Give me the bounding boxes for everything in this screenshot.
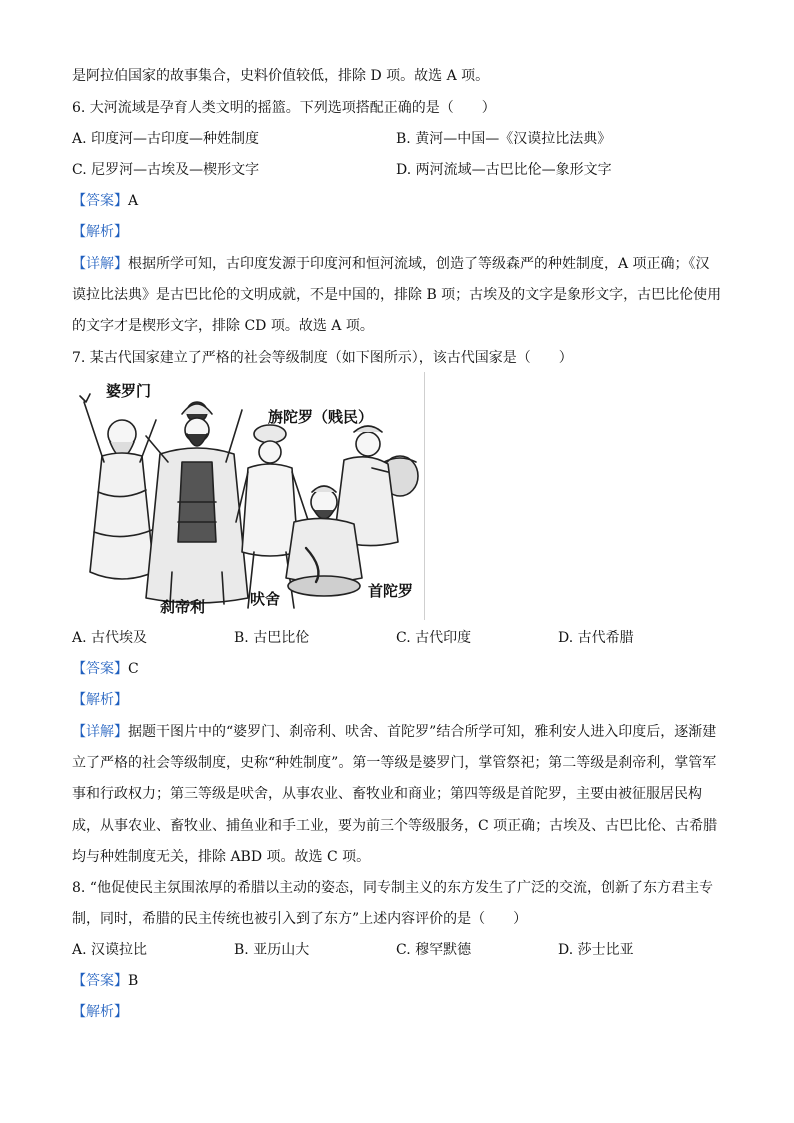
analysis-tag: 【解析】: [72, 224, 128, 240]
label-kshatriya: 刹帝利: [160, 598, 206, 616]
analysis-6-tag: [72, 222, 128, 242]
answer-value: B: [128, 973, 139, 989]
answer-8: [72, 971, 138, 991]
option-7a: A. 古代埃及: [72, 630, 148, 646]
label-vaishya: 吠舍: [250, 590, 281, 608]
answer-tag: 【答案】: [72, 973, 128, 989]
option-7b: B. 古巴比伦: [234, 630, 310, 646]
detail-text: 根据所学可知，古印度发源于印度河和恒河流域，创造了等级森严的种姓制度，A 项正确；《汉: [128, 256, 710, 272]
answer-7: [72, 659, 139, 679]
detail-tag: 【详解】: [72, 724, 128, 740]
option-8d: D. 莎士比亚: [558, 942, 634, 958]
detail-7-line-4: 成，从事农业、畜牧业、捕鱼业和手工业，要为前三个等级服务，C 项正确；古埃及、古巴比伦、古希腊: [72, 818, 718, 834]
detail-7-line-1: [72, 722, 716, 742]
label-chandala: 旃陀罗（贱民）: [268, 408, 374, 426]
detail-6-line-2: 谟拉比法典》是古巴比伦的文明成就，不是中国的，排除 B 项；古埃及的文字是象形文字，古巴比伦使用: [72, 287, 722, 303]
question-8-line-2: 制，同时，希腊的民主传统也被引入到了东方”上述内容评价的是（ ）: [72, 911, 528, 927]
analysis-8-tag: [72, 1002, 128, 1022]
detail-7-line-2: 立了严格的社会等级制度，史称“种姓制度”。第一等级是婆罗门，掌管祭祀；第二等级是刹帝利，掌管军: [72, 755, 717, 771]
option-6d: D. 两河流域—古巴比伦—象形文字: [396, 162, 612, 178]
question-8-line-1: 8. “他促使民主氛围浓厚的希腊以主动的姿态，同专制主义的东方发生了广泛的交流，创新了东方君主专: [72, 880, 713, 896]
question-7: 7. 某古代国家建立了严格的社会等级制度（如下图所示），该古代国家是（ ）: [72, 350, 573, 366]
option-7c: C. 古代印度: [396, 630, 472, 646]
option-6b: B. 黄河—中国—《汉谟拉比法典》: [396, 131, 612, 147]
detail-7-line-3: 事和行政权力；第三等级是吠舍，从事农业、畜牧业和商业；第四等级是首陀罗，主要由被征服居民构: [72, 786, 702, 802]
text-line: 是阿拉伯国家的故事集合，史料价值较低，排除 D 项。故选 A 项。: [72, 68, 490, 84]
kshatriya-figure: [146, 402, 248, 604]
option-7d: D. 古代希腊: [558, 630, 634, 646]
answer-tag: 【答案】: [72, 193, 128, 209]
detail-6-line-3: 的文字才是楔形文字，排除 CD 项。故选 A 项。: [72, 318, 374, 334]
option-8a: A. 汉谟拉比: [72, 942, 148, 958]
answer-tag: 【答案】: [72, 661, 128, 677]
answer-6: [72, 191, 138, 211]
analysis-7-tag: [72, 690, 128, 710]
caste-illustration: [72, 372, 425, 620]
question-6: 6. 大河流域是孕育人类文明的摇篮。下列选项搭配正确的是（ ）: [72, 100, 496, 116]
option-8b: B. 亚历山大: [234, 942, 310, 958]
analysis-tag: 【解析】: [72, 692, 128, 708]
detail-tag: 【详解】: [72, 256, 128, 272]
answer-value: C: [128, 661, 139, 677]
detail-text: 据题干图片中的“婆罗门、刹帝利、吠舍、首陀罗”结合所学可知，雅利安人进入印度后，逐渐建: [128, 724, 717, 740]
answer-value: A: [128, 193, 139, 209]
option-6a: A. 印度河—古印度—种姓制度: [72, 131, 260, 147]
analysis-tag: 【解析】: [72, 1004, 128, 1020]
detail-7-line-5: 均与种姓制度无关，排除 ABD 项。故选 C 项。: [72, 849, 371, 865]
brahmin-figure: [80, 394, 156, 579]
label-shudra: 首陀罗: [368, 582, 414, 600]
option-6c: C. 尼罗河—古埃及—楔形文字: [72, 162, 260, 178]
detail-6-line-1: [72, 254, 710, 274]
label-brahmin: 婆罗门: [106, 382, 152, 400]
option-8c: C. 穆罕默德: [396, 942, 472, 958]
